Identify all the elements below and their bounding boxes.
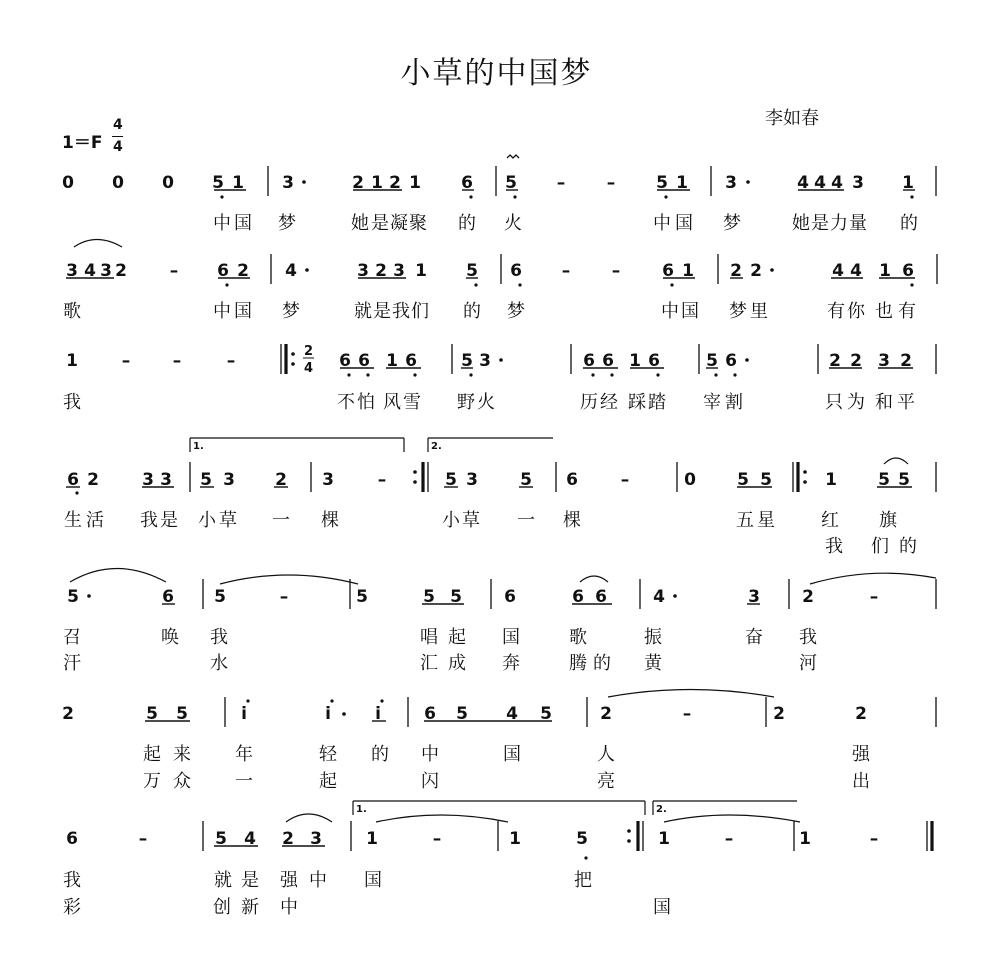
time-signature-2-4-bottom: 4 [304, 361, 314, 376]
lyric-char-verse2: 创 [213, 897, 231, 918]
note: 3 [725, 173, 737, 193]
note: 6 [67, 470, 79, 490]
note: 2 [802, 587, 814, 607]
lyric-char: 历 [580, 392, 598, 413]
note: 5 [656, 173, 668, 193]
note: 4 [831, 173, 843, 193]
note: 5 [215, 829, 227, 849]
note: 2 [352, 173, 364, 193]
note: 4 [285, 261, 297, 281]
note: – [682, 704, 692, 724]
note: – [561, 261, 571, 281]
lyric-char-verse2: 的 [899, 536, 917, 557]
lyric-char: 梦 [729, 301, 747, 322]
note: – [606, 173, 616, 193]
lyric-char: 一 [272, 510, 290, 531]
note: 3 [852, 173, 864, 193]
lyric-char: 是 [811, 213, 829, 234]
lyric-char-verse2: 起 [319, 771, 337, 792]
lyric-char: 一 [517, 510, 535, 531]
note: 3 [282, 173, 294, 193]
note: 5 [146, 704, 158, 724]
lyric-char: 就 [354, 301, 372, 322]
note: – [432, 829, 442, 849]
lyric-char: 她 [351, 213, 369, 234]
lyric-char: 和 [875, 392, 893, 413]
lyric-char: 是 [160, 510, 178, 531]
note: 5 [456, 704, 468, 724]
lyric-char: 们 [411, 301, 429, 322]
note: 4 [653, 587, 665, 607]
note: 1 [509, 829, 521, 849]
lyric-char: 国 [681, 301, 699, 322]
lyric-char: 振 [644, 627, 662, 648]
lyric-char-verse2: 成 [448, 653, 466, 674]
lyric-char: 奋 [745, 627, 763, 648]
note: 2 [829, 351, 841, 371]
note: – [169, 261, 179, 281]
lyric-char: 国 [503, 744, 521, 765]
lyric-char: 只 [825, 392, 843, 413]
note: 2 [730, 261, 742, 281]
note: 3 [878, 351, 890, 371]
lyric-char: 为 [847, 392, 865, 413]
note: 6 [583, 351, 595, 371]
lyric-char-verse2: 汗 [63, 653, 81, 674]
lyric-char-verse2: 黄 [644, 653, 662, 674]
lyric-char: 活 [86, 510, 104, 531]
note: 2 [855, 704, 867, 724]
note: 2 [773, 704, 785, 724]
note: 3 [393, 261, 405, 281]
lyric-char: 小 [442, 510, 460, 531]
note: 2 [375, 261, 387, 281]
note: 1 [415, 261, 427, 281]
lyric-char-verse2: 出 [852, 771, 870, 792]
note: 1 [409, 173, 421, 193]
lyric-char: 召 [63, 627, 81, 648]
note: 0 [684, 470, 696, 490]
note: 1 [629, 351, 641, 371]
lyric-char: 国 [675, 213, 693, 234]
note: 3 [100, 261, 112, 281]
note: 6 [595, 587, 607, 607]
note: 1 [386, 351, 398, 371]
lyric-char: 火 [477, 392, 495, 413]
note: 5 [450, 587, 462, 607]
note: 2 [750, 261, 762, 281]
lyric-char: 我 [63, 392, 81, 413]
note: i [241, 704, 247, 724]
lyric-char: 是 [373, 301, 391, 322]
lyric-char: 歌 [569, 627, 587, 648]
note: 4 [506, 704, 518, 724]
note: 5 [737, 470, 749, 490]
note: 1 [676, 173, 688, 193]
volta-two-label-b: 2. [656, 804, 667, 815]
lyric-char: 中 [661, 301, 679, 322]
lyric-char: 风 [383, 392, 401, 413]
lyric-char: 生 [64, 510, 82, 531]
lyric-char: 国 [364, 870, 382, 891]
lyric-char: 她 [792, 213, 810, 234]
lyric-char-verse2: 奔 [502, 653, 520, 674]
note: 6 [902, 261, 914, 281]
lyric-char: 的 [900, 213, 918, 234]
note: 6 [461, 173, 473, 193]
note: 5 [898, 470, 910, 490]
volta-one-label: 1. [193, 441, 204, 452]
song-title: 小草的中国梦 [400, 56, 593, 91]
note: – [377, 470, 387, 490]
note: – [121, 351, 131, 371]
lyric-char-verse2: 闪 [421, 771, 439, 792]
lyric-char: 的 [463, 301, 481, 322]
lyric-char: 中 [213, 301, 231, 322]
note: 5 [67, 587, 79, 607]
lyric-char-verse2: 我 [825, 536, 843, 557]
lyric-char: 有 [827, 301, 845, 322]
note: 0 [162, 173, 174, 193]
note: 6 [602, 351, 614, 371]
lyric-char: 唱 [420, 627, 438, 648]
lyric-char: 歌 [63, 301, 81, 322]
lyric-char: 我 [392, 301, 410, 322]
note: 5 [540, 704, 552, 724]
note: 6 [162, 587, 174, 607]
note: 1 [658, 829, 670, 849]
lyric-char: 也 [875, 301, 893, 322]
lyric-char: 我 [140, 510, 158, 531]
note: 1 [879, 261, 891, 281]
note: 5 [214, 587, 226, 607]
note: 5 [176, 704, 188, 724]
note: – [620, 470, 630, 490]
note: 5 [200, 470, 212, 490]
lyric-char: 是 [371, 213, 389, 234]
note: 6 [725, 351, 737, 371]
lyric-char: 就 [214, 870, 232, 891]
lyric-char: 我 [210, 627, 228, 648]
note: 5 [505, 173, 517, 193]
lyric-char: 起 [143, 744, 161, 765]
note: 4 [850, 261, 862, 281]
note: 6 [358, 351, 370, 371]
lyric-char: 小 [198, 510, 216, 531]
lyric-char-verse2: 亮 [597, 771, 615, 792]
lyric-char: 来 [173, 744, 191, 765]
note: 0 [112, 173, 124, 193]
volta-one-label-b: 1. [356, 804, 367, 815]
lyric-char: 的 [371, 744, 389, 765]
lyric-char-verse2: 水 [210, 653, 228, 674]
note: 3 [322, 470, 334, 490]
note: 3 [357, 261, 369, 281]
lyric-char: 国 [234, 301, 252, 322]
lyrics-layer [63, 213, 918, 918]
note: 2 [850, 351, 862, 371]
note: 6 [572, 587, 584, 607]
lyric-char: 草 [219, 510, 237, 531]
lyric-char-verse2: 万 [143, 771, 161, 792]
note: 2 [282, 829, 294, 849]
note: 3 [466, 470, 478, 490]
lyric-char: 红 [821, 510, 839, 531]
note: 3 [160, 470, 172, 490]
lyric-char-verse2: 汇 [420, 653, 438, 674]
lyric-char: 的 [458, 213, 476, 234]
lyric-char: 草 [462, 510, 480, 531]
note: 6 [566, 470, 578, 490]
note: 1 [682, 261, 694, 281]
note: 6 [504, 587, 516, 607]
note: 5 [445, 470, 457, 490]
note: – [724, 829, 734, 849]
note: – [556, 173, 566, 193]
lyric-char: 有 [898, 301, 916, 322]
note: 5 [212, 173, 224, 193]
note: 2 [237, 261, 249, 281]
note: 3 [223, 470, 235, 490]
lyric-char: 不 [337, 392, 355, 413]
lyric-char: 踩 [628, 392, 646, 413]
lyric-char: 把 [574, 870, 592, 891]
note: 5 [706, 351, 718, 371]
note: 2 [275, 470, 287, 490]
lyric-char: 你 [847, 301, 865, 322]
note: 2 [115, 261, 127, 281]
note: 5 [576, 829, 588, 849]
lyric-char: 强 [280, 870, 298, 891]
lyric-char: 聚 [409, 213, 427, 234]
lyric-char-verse2: 河 [799, 653, 817, 674]
lyric-char: 中 [213, 213, 231, 234]
time-signature-bottom: 4 [113, 139, 123, 155]
key-signature: 1＝F [62, 133, 103, 153]
note: 4 [797, 173, 809, 193]
note: 6 [339, 351, 351, 371]
note: 6 [648, 351, 660, 371]
note: – [869, 587, 879, 607]
note: 4 [814, 173, 826, 193]
composer-name: 李如春 [765, 108, 819, 129]
note: 3 [142, 470, 154, 490]
note: 4 [84, 261, 96, 281]
note: 1 [825, 470, 837, 490]
note: – [226, 351, 236, 371]
note: i [375, 704, 381, 724]
lyric-char: 棵 [563, 510, 581, 531]
lyric-char: 五 [736, 510, 754, 531]
lyric-char-verse2: 中 [280, 897, 298, 918]
note: 4 [244, 829, 256, 849]
lyric-char: 经 [600, 392, 618, 413]
lyric-char: 宰 [703, 392, 721, 413]
lyric-char: 我 [63, 870, 81, 891]
lyric-char: 野 [457, 392, 475, 413]
note: 6 [217, 261, 229, 281]
note: 3 [479, 351, 491, 371]
note: – [138, 829, 148, 849]
note: 2 [900, 351, 912, 371]
lyric-char: 割 [725, 392, 743, 413]
lyric-char: 火 [504, 213, 522, 234]
note: – [279, 587, 289, 607]
lyric-char-verse2: 腾 [569, 653, 587, 674]
lyric-char-verse2: 新 [241, 897, 259, 918]
lyric-char-verse2: 们 [871, 536, 889, 557]
lyric-char: 怕 [357, 392, 375, 413]
note: 5 [878, 470, 890, 490]
lyric-char: 国 [234, 213, 252, 234]
note: 6 [424, 704, 436, 724]
note: 2 [389, 173, 401, 193]
note: 6 [405, 351, 417, 371]
note: 2 [62, 704, 74, 724]
note: 5 [466, 261, 478, 281]
lyric-char: 起 [448, 627, 466, 648]
note: 5 [760, 470, 772, 490]
lyric-char: 年 [235, 744, 253, 765]
lyric-char: 雪 [403, 392, 421, 413]
lyric-char: 棵 [321, 510, 339, 531]
lyric-char: 踏 [648, 392, 666, 413]
note: 1 [371, 173, 383, 193]
lyric-char: 梦 [507, 301, 525, 322]
lyric-char-verse2: 彩 [63, 897, 81, 918]
note: i [325, 704, 331, 724]
note: 1 [232, 173, 244, 193]
note: 5 [461, 351, 473, 371]
lyric-char: 中 [309, 870, 327, 891]
note: – [611, 261, 621, 281]
note: 2 [87, 470, 99, 490]
note: 3 [310, 829, 322, 849]
lyric-char: 凝 [390, 213, 408, 234]
time-signature-2-4-top: 2 [304, 344, 314, 359]
lyric-char: 量 [849, 213, 867, 234]
lyric-char: 梦 [723, 213, 741, 234]
time-signature-top: 4 [113, 117, 123, 133]
score-static-marks [66, 155, 937, 860]
note: 5 [356, 587, 368, 607]
lyric-char: 中 [653, 213, 671, 234]
note: 1 [902, 173, 914, 193]
note: 6 [662, 261, 674, 281]
lyric-char: 旗 [879, 510, 897, 531]
lyric-char: 里 [750, 301, 768, 322]
lyric-char: 梦 [282, 301, 300, 322]
note: 3 [66, 261, 78, 281]
lyric-char: 国 [502, 627, 520, 648]
note: – [172, 351, 182, 371]
lyric-char-verse2: 国 [653, 897, 671, 918]
lyric-char: 轻 [319, 744, 337, 765]
note: 1 [66, 351, 78, 371]
lyric-char-verse2: 一 [235, 771, 253, 792]
lyric-char: 星 [757, 510, 775, 531]
lyric-char-verse2: 众 [173, 771, 191, 792]
note: 6 [510, 261, 522, 281]
lyric-char: 力 [830, 213, 848, 234]
note: 1 [799, 829, 811, 849]
lyric-char: 我 [799, 627, 817, 648]
lyric-char-verse2: 的 [593, 653, 611, 674]
note: 5 [423, 587, 435, 607]
lyric-char: 人 [597, 744, 615, 765]
lyric-char: 是 [241, 870, 259, 891]
lyric-char: 中 [421, 744, 439, 765]
lyric-char: 强 [852, 744, 870, 765]
lyric-char: 梦 [278, 213, 296, 234]
volta-two-label: 2. [431, 441, 442, 452]
note: 1 [366, 829, 378, 849]
note: – [869, 829, 879, 849]
lyric-char: 唤 [161, 627, 179, 648]
note: 4 [832, 261, 844, 281]
note: 3 [748, 587, 760, 607]
note: 6 [66, 829, 78, 849]
lyric-char: 平 [897, 392, 915, 413]
note: 0 [62, 173, 74, 193]
note: 5 [520, 470, 532, 490]
note: 2 [600, 704, 612, 724]
